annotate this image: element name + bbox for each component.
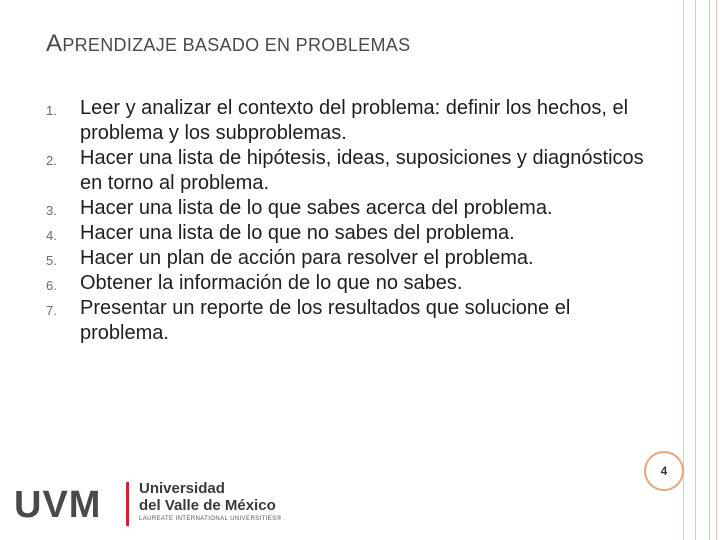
list-item-text: Obtener la información de lo que no sabes. — [80, 272, 463, 294]
list-item — [46, 196, 646, 221]
list-item-number: 5. — [46, 253, 57, 268]
list-item-number: 3. — [46, 203, 57, 218]
list-item-text: Hacer una lista de lo que no sabes del problema. — [80, 222, 515, 244]
list-item-number: 2. — [46, 153, 57, 168]
decorative-border-line — [695, 0, 696, 540]
page-number: 4 — [660, 464, 668, 478]
list-item — [46, 296, 646, 346]
list-item — [46, 271, 646, 296]
list-item — [46, 246, 646, 271]
list-item-number: 6. — [46, 278, 57, 293]
decorative-border-line — [716, 0, 717, 540]
list-item — [46, 96, 646, 146]
slide-title — [46, 30, 410, 58]
logo-line-3: LAUREATE INTERNATIONAL UNIVERSITIES® — [139, 516, 282, 522]
list-item-number: 4. — [46, 228, 57, 243]
list-item — [46, 146, 646, 196]
list-item-text: Leer y analizar el contexto del problema: definir los hechos, el problema y los subproblemas. — [80, 97, 629, 144]
list-item-text: Presentar un reporte de los resultados que solucione el problema. — [80, 297, 571, 344]
decorative-border-line — [683, 0, 684, 540]
uvm-logo — [14, 478, 284, 530]
page-number-badge — [644, 451, 684, 491]
logo-text — [139, 480, 281, 524]
steps-list — [46, 96, 646, 346]
logo-mark: UVM — [14, 484, 102, 526]
list-item-number: 7. — [46, 303, 57, 318]
list-item-text: Hacer una lista de hipótesis, ideas, suposiciones y diagnósticos en torno al problema. — [80, 147, 644, 194]
list-item — [46, 221, 646, 246]
list-item-text: Hacer una lista de lo que sabes acerca del problema. — [80, 197, 553, 219]
decorative-border-line — [709, 0, 710, 540]
logo-separator — [126, 482, 129, 526]
slide-title-initial: A — [46, 30, 63, 57]
slide-title-rest: PRENDIZAJE BASADO EN PROBLEMAS — [62, 35, 411, 55]
logo-line-2: del Valle de México — [139, 497, 276, 514]
list-item-number: 1. — [46, 103, 57, 118]
list-item-text: Hacer un plan de acción para resolver el problema. — [80, 247, 534, 269]
logo-line-1: Universidad — [139, 480, 225, 497]
